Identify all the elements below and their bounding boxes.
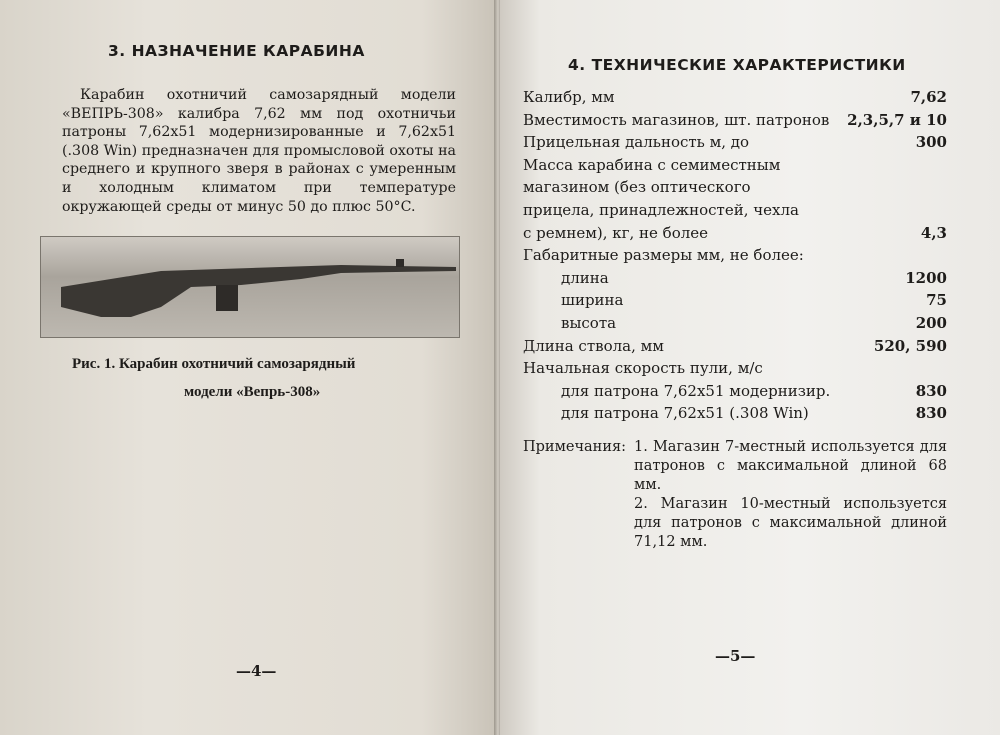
notes-label: Примечания: — [523, 439, 627, 455]
note-item: 1. Магазин 7-местный используется для патронов с максимальной длиной 68 мм. — [634, 439, 947, 493]
spec-label: для патрона 7,62x51 модернизир. — [561, 381, 831, 400]
spec-row — [523, 86, 947, 109]
spec-label: ширина — [561, 291, 624, 310]
spec-value: 830 — [915, 404, 947, 423]
page-number: —4— — [236, 662, 277, 680]
spec-label: длина — [561, 268, 609, 287]
spec-row — [523, 312, 947, 335]
section-title: 3. НАЗНАЧЕНИЕ КАРАБИНА — [108, 42, 365, 60]
spec-label: Габаритные размеры мм, не более: — [523, 246, 804, 265]
spec-value: 4,3 — [920, 223, 947, 242]
spec-value: 520, 590 — [873, 336, 947, 355]
spec-value: 75 — [926, 291, 947, 310]
spec-label: с ремнем), кг, не более — [523, 223, 709, 242]
spec-label: для патрона 7,62x51 (.308 Win) — [561, 404, 809, 423]
spec-label: прицела, принадлежностей, чехла — [523, 200, 799, 219]
figure-caption-line2: модели «Вепрь-308» — [184, 384, 321, 400]
section-title: 4. ТЕХНИЧЕСКИЕ ХАРАКТЕРИСТИКИ — [568, 56, 906, 74]
spec-label: Вместимость магазинов, шт. патронов — [523, 110, 830, 129]
left-page — [0, 0, 496, 735]
spec-row — [523, 289, 947, 312]
spec-label: высота — [561, 313, 617, 332]
spec-row — [523, 176, 947, 199]
spec-label: Длина ствола, мм — [523, 336, 664, 355]
figure-caption-line1: Рис. 1. Карабин охотничий самозарядный — [72, 356, 356, 372]
spec-row — [523, 154, 947, 177]
spec-value: 830 — [915, 381, 947, 400]
spec-value: 7,62 — [910, 88, 947, 106]
spec-value: 200 — [915, 313, 947, 332]
spec-value: 1200 — [905, 268, 947, 287]
spec-table — [523, 86, 947, 425]
spec-value: 300 — [915, 133, 947, 152]
spec-row — [523, 357, 947, 380]
note-item: 2. Магазин 10-местный используется для патронов с максимальной длиной 71,12 мм. — [634, 496, 947, 550]
spec-label: Масса карабина с семиместным — [523, 155, 781, 174]
spec-row — [523, 267, 947, 290]
spec-label: Начальная скорость пули, м/с — [523, 359, 763, 378]
spec-row — [523, 335, 947, 358]
notes — [523, 438, 947, 552]
spec-row — [523, 109, 947, 132]
spec-label: Прицельная дальность м, до — [523, 133, 750, 152]
spec-row — [523, 199, 947, 222]
rifle-illustration — [41, 237, 459, 337]
spec-row — [523, 222, 947, 245]
spec-row — [523, 244, 947, 267]
spec-label: Калибр, мм — [523, 88, 615, 106]
page-number: —5— — [715, 647, 756, 665]
rifle-photo — [40, 236, 460, 338]
spec-label: магазином (без оптического — [523, 178, 751, 197]
spec-row — [523, 131, 947, 154]
spec-value: 2,3,5,7 и 10 — [847, 110, 947, 129]
spec-row — [523, 402, 947, 425]
spec-row — [523, 380, 947, 403]
purpose-paragraph: Карабин охотничий самозарядный модели «ВЕПРЬ-308» калибра 7,62 мм под охотничьи патроны 7,62x51 модернизированные и 7,62x51 (.308 Win) предназначен для промысловой охоты на среднего и крупного зверя в районах с умеренным и холодным климатом при температуре окружающей среды от минус 50 до плюс 50°C. — [62, 87, 456, 215]
